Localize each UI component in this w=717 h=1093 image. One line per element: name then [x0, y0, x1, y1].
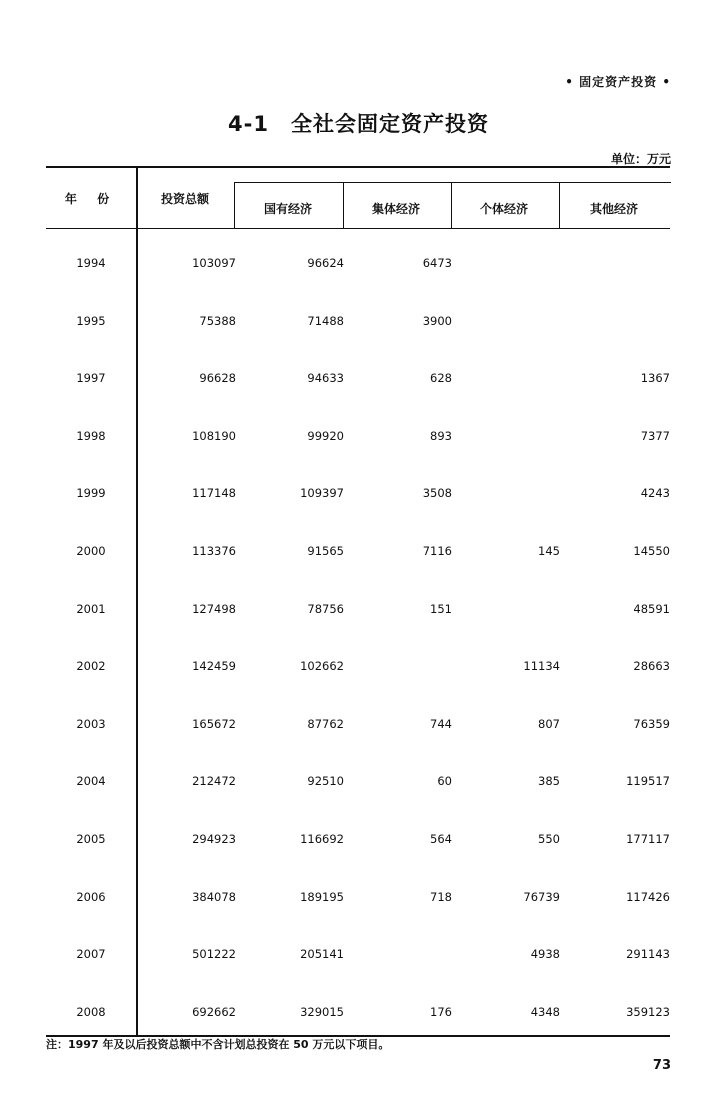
cell-year: 2008: [76, 1004, 106, 1019]
table-title: 全社会固定资产投资: [290, 112, 489, 136]
cell-total: 113376: [192, 543, 236, 558]
cell-year: 2000: [76, 543, 106, 558]
investment-table: [46, 166, 670, 1037]
cell-other: 7377: [640, 428, 670, 443]
footnote: 注：1997 年及以后投资总额中不含计划总投资在 50 万元以下项目。: [46, 1038, 390, 1051]
cell-state: 78756: [307, 601, 344, 616]
cell-individual: 11134: [523, 659, 560, 674]
cell-total: 692662: [192, 1004, 236, 1019]
cell-other: 76359: [633, 716, 670, 731]
cell-individual: 4348: [530, 1004, 560, 1019]
cell-state: 205141: [300, 947, 344, 962]
cell-other: 14550: [633, 543, 670, 558]
cell-year: 2006: [76, 889, 106, 904]
cell-individual: 385: [538, 774, 560, 789]
cell-individual: 145: [538, 543, 560, 558]
cell-total: 117148: [192, 486, 236, 501]
table-row: [46, 229, 670, 287]
cell-other: 119517: [626, 774, 670, 789]
table-row: [46, 517, 670, 575]
cell-other: 359123: [626, 1004, 670, 1019]
cell-year: 1999: [76, 486, 106, 501]
cell-total: 165672: [192, 716, 236, 731]
cell-year: 2007: [76, 947, 106, 962]
cell-total: 108190: [192, 428, 236, 443]
cell-year: 2002: [76, 659, 106, 674]
cell-total: 212472: [192, 774, 236, 789]
cell-other: 1367: [640, 371, 670, 386]
cell-state: 96624: [307, 256, 344, 270]
cell-collective: 151: [430, 601, 452, 616]
cell-collective: 3508: [422, 486, 452, 501]
cell-total: 501222: [192, 947, 236, 962]
cell-state: 109397: [300, 486, 344, 501]
cell-other: 4243: [640, 486, 670, 501]
cell-individual: 4938: [530, 947, 560, 962]
table-body: [46, 229, 670, 1035]
header-individual: 个体经济: [479, 202, 528, 216]
cell-collective: 3900: [422, 313, 452, 328]
cell-other: 48591: [633, 601, 670, 616]
table-row: [46, 805, 670, 863]
table-row: [46, 575, 670, 633]
cell-other: 117426: [626, 889, 670, 904]
cell-collective: 564: [430, 831, 452, 846]
header-total: 投资总额: [160, 192, 209, 206]
cell-individual: 807: [538, 716, 560, 731]
cell-total: 96628: [199, 371, 236, 386]
header-other: 其他经济: [589, 202, 638, 216]
cell-year: 1998: [76, 428, 106, 443]
cell-collective: 718: [430, 889, 452, 904]
table-row: [46, 632, 670, 690]
cell-total: 75388: [199, 313, 236, 328]
table-number: 4-1: [228, 112, 269, 136]
cell-year: 1995: [76, 313, 106, 328]
cell-state: 99920: [307, 428, 344, 443]
cell-collective: 6473: [422, 256, 452, 270]
cell-collective: 60: [437, 774, 452, 789]
cell-individual: 76739: [523, 889, 560, 904]
cell-collective: 744: [430, 716, 452, 731]
cell-state: 116692: [300, 831, 344, 846]
cell-state: 102662: [300, 659, 344, 674]
cell-year: 2001: [76, 601, 106, 616]
cell-other: 291143: [626, 947, 670, 962]
unit-label: 单位：万元: [610, 152, 671, 166]
cell-collective: 628: [430, 371, 452, 386]
cell-total: 294923: [192, 831, 236, 846]
running-head: • 固定资产投资 •: [565, 75, 671, 89]
cell-year: 1997: [76, 371, 106, 386]
header-collective: 集体经济: [371, 202, 420, 216]
table-row: [46, 344, 670, 402]
cell-total: 384078: [192, 889, 236, 904]
cell-state: 92510: [307, 774, 344, 789]
cell-individual: 550: [538, 831, 560, 846]
table-row: [46, 402, 670, 460]
table-row: [46, 920, 670, 978]
cell-collective: 7116: [422, 543, 452, 558]
cell-year: 2003: [76, 716, 106, 731]
cell-state: 189195: [300, 889, 344, 904]
cell-total: 127498: [192, 601, 236, 616]
cell-state: 329015: [300, 1004, 344, 1019]
table-row: [46, 747, 670, 805]
cell-collective: 176: [430, 1004, 452, 1019]
table-row: [46, 287, 670, 345]
cell-total: 103097: [192, 256, 236, 270]
header-year: 年 份: [64, 192, 118, 206]
cell-state: 87762: [307, 716, 344, 731]
cell-state: 94633: [307, 371, 344, 386]
cell-year: 2004: [76, 774, 106, 789]
cell-total: 142459: [192, 659, 236, 674]
cell-other: 177117: [626, 831, 670, 846]
cell-state: 71488: [307, 313, 344, 328]
cell-year: 1994: [76, 256, 106, 270]
cell-collective: 893: [430, 428, 452, 443]
table-row: [46, 459, 670, 517]
table-row: [46, 863, 670, 921]
cell-other: 28663: [633, 659, 670, 674]
page-number: 73: [652, 1058, 671, 1073]
cell-state: 91565: [307, 543, 344, 558]
table-row: [46, 690, 670, 748]
header-state: 国有经济: [263, 202, 312, 216]
cell-year: 2005: [76, 831, 106, 846]
table-row: [46, 978, 670, 1036]
page-title: [0, 108, 717, 138]
